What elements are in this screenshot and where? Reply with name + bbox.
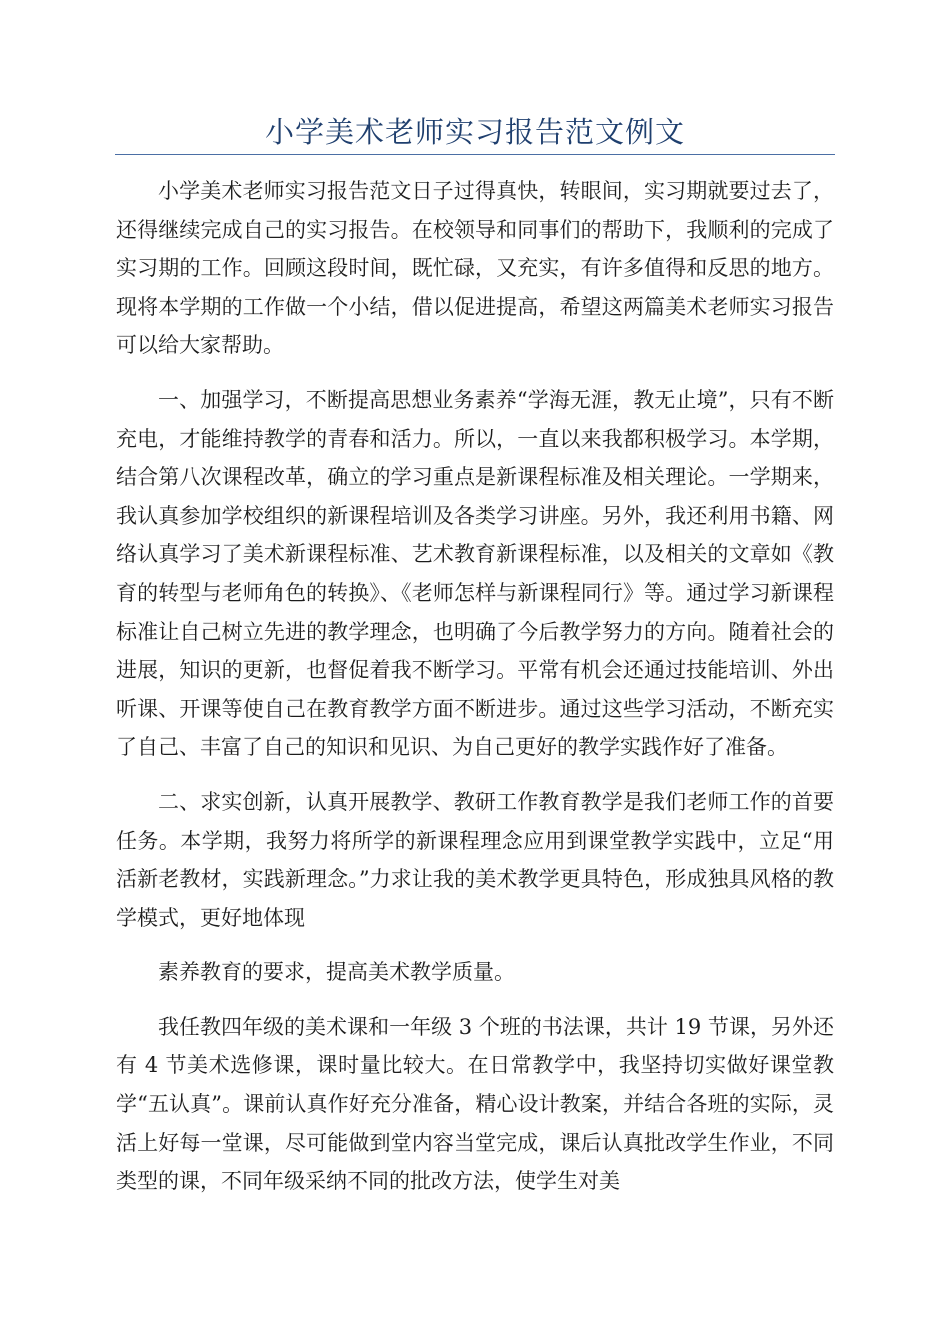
document-title: 小学美术老师实习报告范文例文 (264, 115, 685, 149)
paragraph-section-one: 一、加强学习，不断提高思想业务素养“学海无涯，教无止境”，只有不断充电，才能维持教学的青春和活力。所以，一直以来我都积极学习。本学期，结合第八次课程改革，确立的学习重点是新课程标准及相关理论。一学期来，我认真参加学校组织的新课程培训及各类学习讲座。另外，我还利用书籍、网络认真学习了美术新课程标准、艺术教育新课程标准，以及相关的文章如《教育的转型与老师角色的转换》、《老师怎样与新课程同行》等。通过学习新课程标准让自己树立先进的教学理念，也明确了今后教学努力的方向。随着社会的进展，知识的更新，也督促着我不断学习。平常有机会还通过技能培训、外出听课、开课等使自己在教育教学方面不断进步。通过这些学习活动，不断充实了自己、丰富了自己的知识和见识、为自己更好的教学实践作好了准备。 (116, 387, 834, 760)
paragraph-section-two: 二、求实创新，认真开展教学、教研工作教育教学是我们老师工作的首要任务。本学期，我努力将所学的新课程理念应用到课堂教学实践中，立足“用活新老教材，实践新理念。”力求让我的美术教学更具特色，形成独具风格的教学模式，更好地体现 (116, 789, 834, 930)
paragraph-quality: 素养教育的要求，提高美术教学质量。 (158, 960, 515, 985)
paragraph-teaching: 我任教四年级的美术课和一年级 3 个班的书法课，共计 19 节课，另外还有 4 节美术选修课，课时量比较大。在日常教学中，我坚持切实做好课堂教学“五认真”。课前认真作好充分准备，精心设计教案，并结合各班的实际，灵活上好每一堂课，尽可能做到堂内容当堂完成，课后认真批改学生作业，不同类型的课，不同年级采纳不同的批改方法，使学生对美 (116, 1014, 834, 1194)
document-body (116, 172, 834, 1217)
paragraph-intro: 小学美术老师实习报告范文日子过得真快，转眼间，实习期就要过去了，还得继续完成自己的实习报告。在校领导和同事们的帮助下，我顺利的完成了实习期的工作。回顾这段时间，既忙碌，又充实，有许多值得和反思的地方。现将本学期的工作做一个小结，借以促进提高，希望这两篇美术老师实习报告可以给大家帮助。 (116, 179, 834, 358)
title-underline (115, 154, 835, 155)
